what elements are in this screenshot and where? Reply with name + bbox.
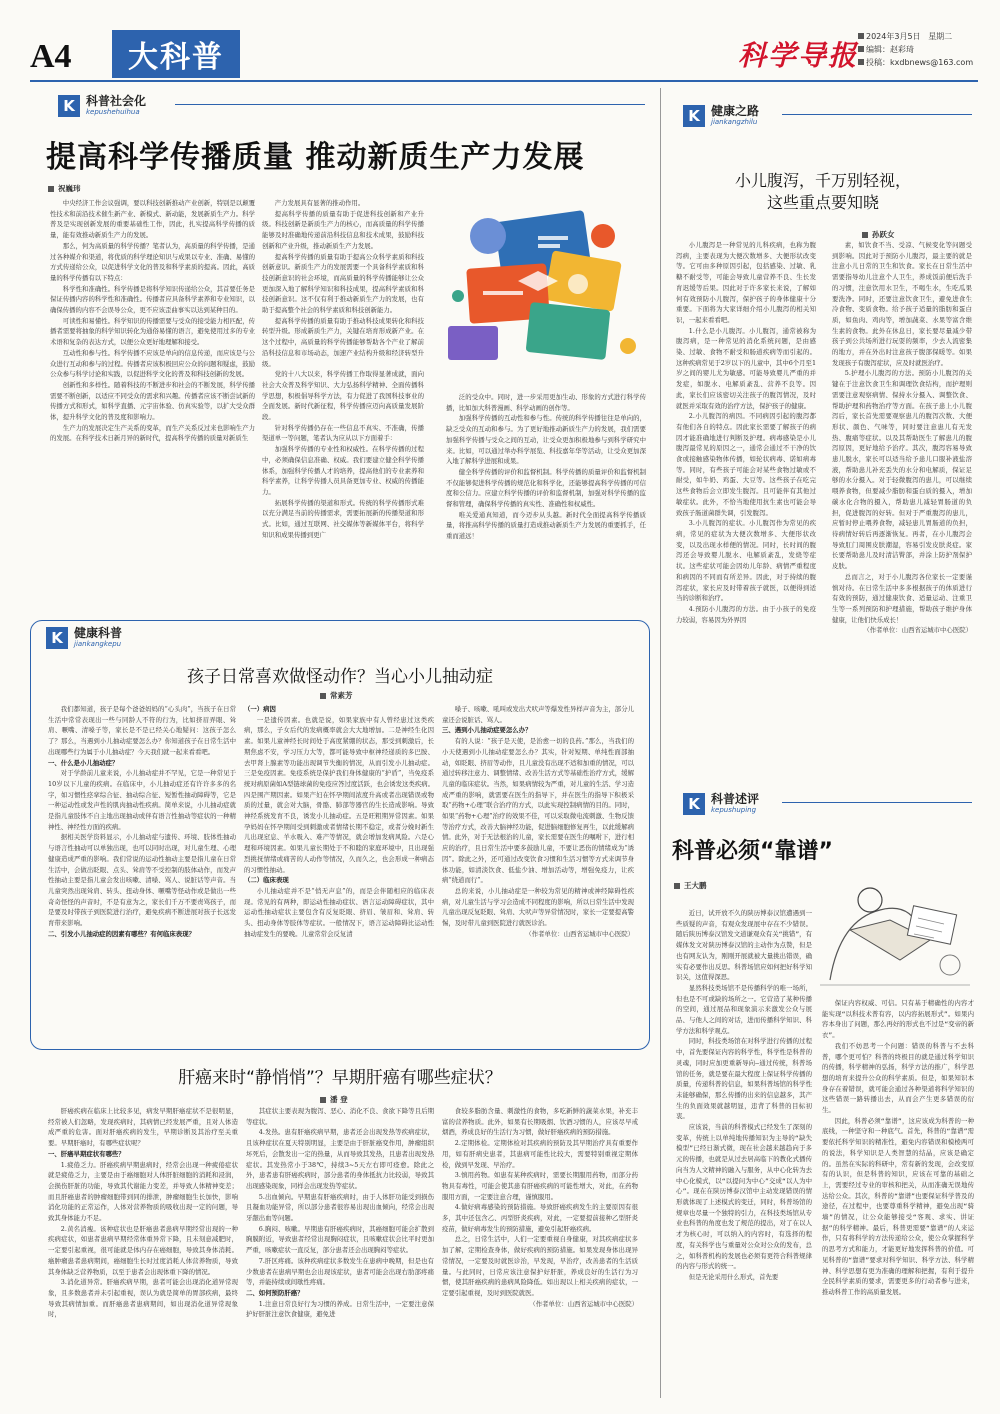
kepu-section-pinyin: kepushuping	[711, 806, 757, 814]
paragraph: 提高科学传播的质量有助于推动科技成果转化和科技转型升级。形成新质生产力，关键在培育形成新产业。在这个过程中，高质量的科学传播能够帮助各个产业了解前沿科技信息和市场动态，加速产业结构升级和经济转型升级。	[262, 316, 424, 368]
paragraph: 4.做好病毒感染的预防措施。导致肝癌疾病发生的主要原因有很多，其中还包含乙、丙型肝炎疾病，对此，一定要提前接种乙型肝炎疫苗，做好病毒发生的预防措施，避免引起肝癌疾病。	[442, 1203, 638, 1233]
health-section-header	[683, 104, 759, 127]
section-banner-text: 大科普	[128, 40, 224, 75]
paragraph: 3.慎用药物。如患有某种疾病时，需要长期服用药物，而部分药物具有毒性，可能会使其患有肝癌疾病的可能性增大，对此，在药物服用方面，一定要注意合理，谨慎服用。	[442, 1171, 638, 1201]
reading-illustration	[810, 870, 978, 990]
health-col1	[676, 240, 816, 625]
science-illustration	[428, 196, 648, 384]
paragraph: 提高科学传播的质量有助于促进科技创新和产业升级。科技创新是新质生产力的核心，而高质量的科学传播能够及时准确地传递前沿科技信息和技术成果，鼓励科技创新和产业升级，推动新质生产力发展。	[262, 209, 424, 250]
kepu-author: 王大鹏	[684, 881, 707, 890]
paragraph: 我们不妨思考一个问题：错误的科普与不去科普，哪个更可怕？科普的终极目的就是通过科学知识的传播，科学精神的弘扬，科学方法的推广，科学思想的培育来提升公众的科学素质。但是，如果知识本身存在着错误，就可能会通过各种渠道将科学知识的这些错误一路转播出去，从而会产生更多错误的衍生。	[822, 1041, 974, 1115]
k-logo-icon: K	[58, 95, 80, 117]
liver-col2	[246, 1106, 434, 1320]
main-author: 祝巍玮	[58, 184, 81, 193]
kid-col2	[244, 704, 434, 939]
paragraph: 1.注意日常良好行为习惯的养成。日常生活中，一定要注意保护好肝脏注意饮食健康，避免进	[246, 1299, 434, 1319]
paragraph: 3.消化道异常。肝癌疾病早期，患者可能会出现消化道异常现象，且多数患者并未引起重视，误认为就是简单的胃部疾病，最终导致其病情加重。而肝癌患者患病期间，如出现消化道异常现象时，	[48, 1278, 238, 1319]
paragraph: 那么，何为高质量的科学传播？笔者认为，高质量的科学传播，是通过各种媒介和渠道，将优质的科学理论知识与成果以专业、准确、易懂的方式传递给公众，以促进科学文化的普及和科学素质的提高。因此，高质量的科学传播有以下特点：	[50, 241, 255, 282]
paragraph: 保证内容权威、可信。只有基于精确性的内容才能实现“以科技术普有容，以内容拓展形式”。如果内容本身出了问题，那么再好的形式也不过是“变帝的新衣”。	[822, 999, 974, 1040]
paragraph: 4.预防小儿腹泻的方法。由于小孩子的免疫力较弱，容易因为外界因	[676, 604, 816, 624]
k-logo-icon: K	[683, 105, 705, 127]
issue-weekday: 星期二	[928, 32, 953, 41]
paragraph: 1.什么是小儿腹泻。小儿腹泻，通常被称为腹泻病，是一种常见的消化系统问题，是由感染、过敏、食物不耐受和肠道疾病等而引起的。这种疾病常见于2岁以下的儿童中，其中6个月至1岁之间的婴儿尤为敏感。可能导致婴儿严重的并发症，如脱水、电解质紊乱、营养不良等。因此，家长们应该密切关注孩子的腹泻情况，及时就医并采取有效的治疗方法，保护孩子的健康。	[676, 326, 817, 410]
kid-section-pinyin: jiankangkepu	[74, 640, 122, 648]
paragraph: 5.护理小儿腹泻的方法。预防小儿腹泻的关键在于注意饮食卫生和调理饮食结构，而护理则需要注意观察病情、保持水分摄入、调整饮食、帮助护理和药物治疗等方面。在孩子患上小儿腹泻后，家长首先需要观察患儿的腹泻次数、大便形状、颜色、气味等，同时要注意患儿有无发热、腹痛等症状。以及其帮助医生了解患儿的腹泻原因，更好地给予治疗。其次，腹泻容易导致患儿脱水，家长可以适当给予患儿口服补液盐溶液，帮助患儿补充丢失的水分和电解质，保证足够的水分摄入。对于轻微腹泻的患儿，可以继续喂养食物，但要减少脂肪和蛋白质的摄入，增加碳水化合物的摄入，帮助患儿减轻胃肠道的负担，促进腹泻的好转。但对于严重腹泻的患儿，应暂时停止喂养食物，减轻患儿胃肠道的负担，待病情好转后再逐渐恢复。再者，在小儿腹泻会导致肛门周围皮肤潮湿，容易引发皮肤炎症。家长要帮助患儿及时清洁臀部，并涂上防护剂保护皮肤。	[832, 369, 972, 571]
main-col1	[50, 198, 255, 444]
paragraph: 科学性和准确性。科学传播是将科学知识传递给公众，其首要任务是保证传播内容的科学性和准确性。传播者应具备科学素养和专业知识，以确保传播的内容不会误导公众，更不应该歪曲事实以达到某种目的。	[50, 284, 255, 315]
paragraph: 素，如饮食不当、受凉、气候变化等问题受到影响。因此对于预防小儿腹泻，最主要的就是注意小儿日常的卫生和饮食。家长在日常生活中需要指导幼儿注意个人卫生，养成饭前便后洗手的习惯，注意饮用水卫生，不喝生水，生吃瓜果要洗净。同时，还要注意饮食卫生，避免进食生冷食物、变质食物。给予孩子适量的脂肪和蛋白质，如鱼肉、鸡肉等，增加蔬菜、水果等富含维生素的食物。此外在休息日，家长要尽量减少带孩子到公共场所进行玩耍的频率，少去人流密集的地方，并在外出时注意孩子腹部保暖等。如果发现孩子有腹泻症状，应及时就医治疗。	[832, 241, 972, 367]
kepu-col-main	[676, 908, 812, 1283]
author-affiliation: （作者单位：山西省运城市中心医院）	[525, 929, 634, 938]
editor: 编辑：赵彩琦	[866, 45, 914, 54]
paragraph: 2.小儿腹泻的病因。不同病因引起的腹泻都有他们各自的特点。因此家长需要了解孩子的病因才能准确地进行判断及护理。病毒感染是小儿腹泻最常见的原因之一，通常会通过不干净的饮食或接触感染物体传播，如轮状病毒、诺如病毒等。同时，有些孩子可能会对某些食物过敏或不耐受，如牛奶、鸡蛋、大豆等。这些孩子在吃完这些食物后会立即发生腹泻。且可能伴有其他过敏症状。此外，不恰当地使用抗生素也可能会导致孩子肠道菌群失调，引发腹泻。	[676, 412, 816, 517]
health-title	[668, 170, 978, 214]
paragraph: 针对科学传播仍存在一些信息不真实、不准确，传播渠道单一等问题，笔者认为应从以下方面着手：	[262, 423, 424, 443]
paragraph: 同时，科技类场馆在对科学进行传播的过程中，首先要保证内容的科学性，科学性是科普的灵魂，同时应加更重新导向—通过传统，科普场馆的任务，就是要在最大程度上保证科学传播的质量，传递科普的信息，如果科普场馆的科学性未能够确保，那么传播的出来的信息越多，其产生的负面效果就越明显，违背了科普的目标初衷。	[676, 1037, 812, 1121]
masthead-info	[858, 30, 978, 69]
masthead-rule	[30, 80, 978, 82]
paragraph: 2.黄名消瘦。该种症状也是肝癌患者患病早期经常出现的一种疾病症状，如患者患病早期经常体重异常下降，且未刻意减肥时，一定要引起重视，很可能就是体内存在癌细胞，导致其身体消耗。癌肿瘤患者患病期间，癌细胞生长时过度消耗人体营养物质，导致其身体缺乏营养物质，以至于患者会出现体重下降的情况。	[48, 1224, 238, 1276]
paragraph: 2.定期体检。定期体检对其疾病的预防及其早期治疗具有重要作用，如有肝病史患者，其患病可能性比较大，需要特别重视定期体检，做到早发现、早治疗。	[442, 1139, 638, 1169]
paragraph: 创新性和多样性。随着科技的不断进步和社会的不断发展，科学传播需要不断创新，以适应不同受众的需求和兴趣。传播者应该不断尝试新的传播方式和形式，如科学直播、元宇宙体验、仿真实验等，以扩大受众群体，提升科学文化的普及度和影响力。	[50, 380, 255, 422]
column-divider	[660, 88, 661, 1398]
paragraph: 食较多脂肪含量、刺激性的食物，多吃新鲜的蔬菜水果，补充丰富的营养物质。此外，如果有长期吸烟、饮酒习惯的人，应该尽早戒烟酒，养成良好的生活行为习惯，做好肝癌疾病的预防措施。	[442, 1107, 638, 1137]
k-logo-icon: K	[683, 793, 705, 815]
paragraph: 显然科技类场馆不是传播科学的唯一场所，但也是不可或缺的场所之一。它营造了某种传播的空间，通过展品和现象演示来激发公众与展品、与他人之间的对话，进而传播科学知识、科学方法和科学观点。	[676, 983, 812, 1035]
paragraph: 可读性和易懂性。科学知识的传播需要与受众的接受能力相匹配，传播者需要将抽象的科学知识转化为通俗易懂的语言，避免使用过多的专业术语和复杂的表达方式，以便公众更好地理解和接受。	[50, 316, 255, 347]
paragraph: 总之，日常生活中，人们一定要重视自身健康，对其疾病症状多加了解，定期检查身体，做好疾病的预防措施。如果发现身体出现异常情况，一定要及时就医诊治，早发现，早治疗，改善患者的生活质量。与此同时，日常应该注意保护好肝脏，养成良好的生活行为习惯，使其肝癌疾病的患病风险降低。如出现以上相关疾病的症状，一定要引起重视，及时到医院就医。	[442, 1235, 638, 1297]
paragraph: 7.肝区疼痛。该种疾病症状多数发生在患病中晚期，但是也有少数患者在患病早期也会出现该症状，患者可能会出现右肋部疼痛等，并能持续或间歇性疼痛。	[246, 1256, 434, 1287]
subheading: 二、引发小儿抽动症的因素有哪些？有何临床表现？	[48, 929, 195, 938]
main-title: 提高科学传播质量 推动新质生产力发展	[46, 140, 585, 175]
paragraph: 唯关爱通真知道，而今迈步从头越。新时代全面提高科学传播质量，将推高科学传播的质量打造成推动新质生产力发展的重要抓手，任重而道远！	[446, 510, 646, 541]
paragraph: 但是无论采用什么形式，首先要	[688, 1272, 779, 1281]
health-section-pinyin: jiankangzhilu	[711, 118, 758, 126]
paragraph: 有的人说：“孩子是天使，是治愈一切的良药。”那么，当我们的小天使遇到小儿抽动症要怎么办？其实，针对短期、单纯性面部抽动，如眨眼、挤眉等动作，且儿童没有出现不适和加重的情况，可以通过转移注意力、调整情绪、改善生活方式等基础性治疗方式，缓解儿童的临床症状。当然，如果病情较为严重，对儿童的生活、学习造成严重的影响，就需要在医生的指导下，并在医生的指导下积极采取“药物+心理”联合治疗的方式，以此实现控制病情的目的。同时，如果“药物+心理”治疗的效果不佳，可以采取微电流刺激、生物反馈等治疗方式，改善大脑神经功能，促进脑细胞修复再生，以此缓解病情。此外，对于无法根治的儿童，家长需要在医生的嘱咐下，进行相应的治疗，且日常生活中要多鼓励儿童，不要让恶伤的情绪成为“诱因”。除此之外，还可通过改变饮食习惯和生活习惯等方式来调节身体功能，如清淡饮食、低盐少油、增加活动等，增强免疫力，让疾病“绕道而行”。	[442, 737, 634, 885]
paragraph: 其症状主要表现为腹泻、恶心、消化不良、食欲下降等且后期等症状。	[246, 1107, 434, 1126]
author-affiliation: （作者单位：山西省运城市中心医院）	[863, 626, 972, 635]
kid-col1	[48, 704, 236, 939]
kid-section-header	[46, 626, 122, 649]
kepu-section-name: 科普述评	[711, 792, 760, 806]
liver-title: 肝癌来时“静悄悄”？早期肝癌有哪些症状？	[178, 1068, 502, 1088]
kid-byline	[320, 690, 353, 701]
liver-col1	[48, 1106, 238, 1320]
kepu-title: 科普必须“靠谱”	[672, 839, 833, 864]
paragraph: 拓展科学传播的渠道和形式。传统的科学传播形式难以充分满足当前的传播需求，需要拓展新的传播渠道和形式。比如，通过互联网、社交媒体等新媒体平台，将科学知识和成果传播到更广	[262, 498, 424, 539]
k-logo-icon: K	[46, 627, 68, 649]
paragraph: 对于学龄前儿童来说，小儿抽动症并不罕见，它是一种常见于10岁以下儿童的疾病。在临床中，小儿抽动症还有许许多多的名字，如习惯性痉挛综合征、抽动综合征、短暂性抽动障碍等，它是一种运动性或发声性的肌肉抽动性疾病。简单来说，小儿抽动症就是指儿童肢体不自主地出现抽动或伴有语言性抽动等症状的一种精神性、神经性方面的疾病。	[48, 769, 236, 831]
paragraph: 1.疲倦乏力。肝癌疾病早期患病时，经常会出现一种疲倦症状就是疲倦乏力，主要是由于癌细胞对人体肝脏细胞的消耗和浸润，会损伤肝脏的功能，导致其代谢能力变差，并导致人体精神变差；而且肝癌患者的肿瘤细胞带到同的排泄，肿瘤细胞生长加快，影响消化功能的正常运作，人体对营养物质的吸收出现一定的问题，导致其身体能力不足。	[48, 1160, 238, 1223]
paragraph: 生产力的发展决定生产关系的变革，而生产关系反过来也影响生产力的发展。在科学技术日新月异的新时代，提高科学传播的质量对新质生	[50, 423, 255, 443]
paragraph: 因此，科普必须“靠谱”，这应该成为科普的一种底线，一种坚守和一种底气。首先，科普的“靠谱”需要依托科学知识的精准性，避免内容错误和模棱两可的说法，科学知识是人类智慧的结晶，应该是确定的。虽然在实际的科研中，常有新的发现，会改变原有的认识，但是科普的知识，应该在可靠的基础之上，需要经过专业的审核和把关，从而准确无误地传达给公众。其次，科普的“靠谱”也要保证科学普及的途径，在过程中，也要尊重科学精神，避免出现“骑墙”的情况，让公众能够接受“客观、求实、讲证据”的科学精神。最后，科普更需要“靠谱”的人来运作，只有将科学的方法传递给公众，使公众掌握科学的思考方式和能力，才能更好地发挥科普的价值。可见科普的“靠谱”要求对科学知识、科学方法、科学精神、科学思想有更为准确的理解和把握，有利于提升全民科学素质的要求，需要更多的行动者参与进来，推动科普工作的高质量发展。	[822, 1116, 974, 1296]
paragraph: 应该说，当前的科普模式已经发生了深刻的变革，传统上以单纯地传播知识为主导的“缺失模型”已经日渐式微，现在社会越来越趋向于多元的传播，也就是从过去居高临下的教化式播传向当为人文精神的融入与服务，从中心化转为去中心化模式，以“以提问为中心”交成“以人为中心”。现在在陕历博泰汉馆中主动发现错误的情形就体现了上述模式的变迁，同时，科普场馆的规章也尽量一个独特的引力，在科技类场馆从专业也科普的角度也发了规范的提出，对了在以人才为核心时，可以纳入的内容时，有选择的程度，有关科学也与重量对公众对公众的发布，总之，如科普机构的发展也必须有更符合科普规律的内容与形式的统一。	[676, 1123, 812, 1271]
author-affiliation: （作者单位：山西省运城市中心医院）	[529, 1299, 638, 1308]
paragraph: 中央经济工作会议强调，要以科技创新推动产业创新，特别是以颠覆性技术和前沿技术催生新产业、新模式、新动能，发展新质生产力。科学普及是实现创新发展的重要基础性工作，因此，扎实提高科学传播的质量，能有效推动新质生产力的发展。	[50, 199, 255, 240]
kepu-section-rule	[782, 802, 972, 803]
paragraph: 肝癌疾病在临床上比较多见，病发早期肝癌症状不是很明显，经常被人们忽略，发现疾病时，其病情已经发展严重，且对人体造成严重的危害。面对肝癌疾病的发生，早期诊断及其治疗至关重要。早期肝癌时，有哪些症状呢？	[48, 1107, 238, 1148]
kid-author: 常素芳	[330, 691, 353, 700]
paragraph: 泛的受众中。同时，进一步采用更加生动、形象的方式进行科学传播，比如加大科普漫画、科学动画的创作等。	[446, 393, 646, 412]
subheading: 三、遇到小儿抽动症要怎么办？	[442, 726, 532, 735]
liver-author: 潘 登	[330, 1095, 348, 1104]
subheading: （一）病因	[244, 705, 276, 713]
main-section-name: 科普社会化	[86, 94, 147, 108]
paragraph: 提高科学传播的质量有助于提高公众科学素质和科技创新意识。新质生产力的发展需要一个具备科学素质和科技创新意识的社会环境，而高质量的科学传播能够让公众更加深入地了解科学知识和科技成果，提高科学素质和科技创新意识。这不仅有利于推动新质生产力的发展，也有助于提高整个社会的科学素质和科技创新能力。	[262, 252, 424, 315]
kepu-section-header	[683, 792, 759, 815]
subheading: 一、肝癌早期症状有哪些？	[48, 1149, 125, 1158]
main-byline	[48, 183, 81, 194]
main-section-rule	[175, 104, 645, 105]
paragraph: 近日，试开放不久的陕历博泰汉馆遭遇到一些质疑的声音，有观众发现展中存在不少错误。随后陕历博泰汉馆发文道谦观众有关“挑错”，有媒体发文对陕历博泰汉馆的主动作为点赞，但是也有网友认为，刚刚开展就被大量挑出错误，确实有必要作出反思。科普场馆应如何把好科学知识关，这值得深思。	[676, 909, 812, 982]
main-section-header	[58, 94, 146, 117]
paragraph: 嗓子、咳嗽、吼叫或发出犬吠声等爆发性异样声音为主，部分儿童还会说脏话、骂人。	[442, 705, 634, 724]
kepu-byline	[674, 880, 707, 891]
paragraph: 加强科学传播的互动性和参与性。传统的科学传播往往是单向的，缺乏受众的互动和参与。为了更好地推动新质生产力的发展，我们需要加强科学传播与受众之间的互动，让受众更加积极地参与到科学研究中来。比如，可以通过举办科学展览、科技嘉年华等活动，让受众更加深入地了解科学进展和成果。	[446, 414, 646, 466]
paragraph: 党的十八大以来，科学传播工作取得显著成就，面向社会大众普及科学知识、大力弘扬科学精神、全面传播科学思想，积极倡导科学方法，有力促进了我国科技事业的全面发展。新时代新征程，科学传播应迈向高质量发展阶段。	[262, 370, 424, 422]
subheading: 一、什么是小儿抽动症？	[48, 758, 119, 767]
paragraph: 总而言之，对于小儿腹泻各位家长一定要谨慎对待。在日常生活中多多根据孩子的体质进行有效的预防，通过健康饮食、适量运动、注重卫生等一系列预防和护理措施，帮助孩子维护身体健康，让他们快乐成长！	[832, 572, 972, 624]
health-section-name: 健康之路	[711, 104, 760, 118]
paragraph: 一是遗传因素。也就是说，如果家族中有人曾经患过这类疾病，那么，子女后代的发病概率就会大大地增加。二是神经生化因素。如果儿童神经长时间处于高度紧绷的状态，那受到刺激后，长期焦虑不安，学习压力大等，都可能导致中枢神经递质的多巴胺、去甲肾上腺素等功能出现调节失衡的情况，从而引发小儿抽动症。三是免疫因素。免疫系统是保护我们身体健康的“护盾”，当免疫系统对病原菌如A型链球菌的免疫应答过度活跃，也会诱发这类疾病。四是围产期因素。如果产妇在怀孕期间浓度升高或者出现错误或物质的过量，就会对大脑，骨骼、肺部等器官的生长造成影响。导致神经系统发育不良，诱发小儿抽动症。五是旺粗期异常因素。如果孕妈妈在怀孕期间受到刺激或者情绪长期不稳定，或者分娩时新生儿出现窒息、羊水吸入、难产等情况，就会增加发病风险。六是心理和环境因素。如果儿童长期处于不和睦的家庭环境中，且出现强烈挑抚情绪或痛苦的人动作等情况，久而久之，也会形成一种病态的习惯性抽动。	[244, 715, 434, 874]
page-number: A4	[30, 38, 72, 75]
paragraph: 健全科学传播的评价和监督机制。科学传播的质量评价和监督机制不仅能够促进科学传播的规范化和科学化，还能够提高科学传播的可信度和公信力。应建立科学传播的评价和监督机制，加强对科学传播的监督和管理，确保科学传播的真实性、准确性和权威性。	[446, 467, 646, 509]
paragraph: 6.胸闷、咳嗽。早期患有肝癌疾病时，其癌细胞可能会扩散到胸膜附近，导致患者经常出现胸闷症状，且咳嗽症状会比平时更加严重，咳嗽症状一直反复，部分患者还会出现胸闷等症状。	[246, 1224, 434, 1255]
paragraph: 加强科学传播的专业性和权威性。在科学传播的过程中，必须确保信息准确、权威。我们要建立健全科学传播体系，加强科学传播人才的培养，提高他们的专业素养和科学素养，让科学传播人员具备更加专业、权威的传播能力。	[262, 445, 424, 496]
liver-col3	[442, 1106, 638, 1309]
subheading: 二、如何预防肝癌？	[246, 1288, 304, 1297]
section-banner	[112, 30, 240, 78]
contact-email[interactable]: 投稿：kxdbnews@163.com	[866, 58, 974, 67]
health-title-line: 这些重点要知晓	[766, 193, 879, 212]
subheading: （二）临床表现	[244, 876, 289, 885]
paragraph: 小儿腹泻是一种常见的儿科疾病，也称为腹泻病，主要表现为大便次数增多、大便形状改变等。它可由多种原因引起，包括感染、过敏、乳糖不耐受等，可能会导致儿童营养不良、生长发育迟缓等后果。因此对于许多家长来说，了解如何有效预防小儿腹泻，保护孩子的身体健康十分重要。下面将为大家详细介绍小儿腹泻的相关知识，一起来看看吧。	[676, 241, 816, 324]
paragraph: 互动性和参与性。科学传播不应该是单向的信息传递，而应该是与公众进行互动和参与的过程。传播者应该积极回应公众的问题和疑虑，鼓励公众参与科学讨论和实践，以促进科学文化的普及和科技创新的发展。	[50, 348, 255, 379]
health-title-line: 小儿腹泻，千万别轻视，	[734, 171, 911, 190]
paragraph: 我们都知道，孩子是每个爸爸妈妈的“心头肉”，当孩子在日常生活中常常表现出一些与同龄人不符的行为，比如挤眉弄眼、耸肩、噘嘴、清嗓子等，家长是不是已经关心地疑问：这孩子怎么了？那么，当遇到小儿抽动症要怎么办？你知道孩子在日常生活中出现哪些行为属于小儿抽动症？今天我们就一起来看看吧。	[48, 705, 236, 756]
kid-section-name: 健康科普	[74, 626, 123, 640]
health-author: 孙跃女	[872, 230, 895, 239]
paragraph: 总的来说，小儿抽动症是一种较为常见的精神或神经障碍性疾病，对儿童生活与学习会造成不同程度的影响，所以日常生活中发现儿童出现反复眨眼、耸肩、大吠声等异常情况时，家长一定要提高警惕，及时带儿童到医院进行就医诊治。	[442, 886, 634, 928]
paragraph: 产力发展具有显著的推动作用。	[274, 199, 365, 207]
issue-date: 2024年3月5日	[866, 32, 921, 41]
main-section-pinyin: kepushehuihua	[86, 108, 140, 116]
paragraph: 4.发热。患有肝癌疾病早期，患者还会出现发热等疾病症状，且该种症状在夏天特别明显，主要是由于肝脏癌变作用，肿瘤组织坏死后，会散发出一定的热量，从而导致其发热，且患者出现发热症状。其发热常小于38℃，持续3~5天左右即可痊愈。除此之外，患者患有肝癌疾病时，部分患者的身体抵抗力比较弱，导致其出现感染现象，同样会出现发热等症状。	[246, 1128, 434, 1190]
main-col3	[446, 392, 646, 542]
brand-logo: 科学导报	[738, 39, 859, 72]
paragraph: 5.出血倾向。早期患有肝癌疾病时，由于人体肝功能受到损伤且凝血功能异常，所以部分患者很容易出现出血倾向，经常会出现牙龈出血等问题。	[246, 1192, 434, 1223]
kepu-col-right	[822, 998, 974, 1298]
kid-title: 孩子日常喜欢做怪动作？当心小儿抽动症	[187, 667, 493, 687]
kid-col3	[442, 704, 634, 939]
health-col2	[832, 240, 972, 636]
paragraph: 据相关医学资料显示，小儿抽动症与遗传、环境、肢体性抽动与语言性抽动可以单独出现，也可以同时出现，对儿童生理、心理健康造成严重的影响。我们常说的运动性抽动主要是指儿童在日常生活中，会做出眨眼、点头、耸肩等不受控制的肢体动作，而发声性抽动主要是指儿童会发出咳嗽、清嗓、骂人、说脏话等声音。当儿童突然出现耸肩、转头、扭动身体、噘嘴等怪动作或是做出一些奇奇怪怪的声音时，不是有意为之，家长们千万不要责骂孩子，而是要及时带孩子到医院进行治疗，避免疾病不断进展对孩子长远发育带来影响。	[48, 833, 236, 928]
health-byline	[862, 229, 895, 240]
health-section-rule	[782, 114, 972, 115]
paragraph: 3.小儿腹泻的症状。小儿腹泻作为常见的疾病，常见的症状为大便次数增多、大便形状改变，以及出现水样便的情况。同时，长时间的腹泻还会导致婴儿脱水、电解质紊乱，发烧等症状。这些症状可能会因幼儿年龄、病情严重程度和病因的不同而有所差异。因此，对于持续的腹泻症状，家长应及时带着孩子就医，以便得到适当的诊断和治疗。	[676, 519, 816, 603]
paragraph: 小儿抽动症并不是“悄无声息”的，而是会伴随相应的临床表现。常见的有两种，即运动性抽动症状、语言运动障碍症状，其中运动性抽动症状主要包含有反复眨眼、挤眉、皱眉和、耸肩、转头、扭动身体等肢体等症状。一般情况下，语言运动障碍比运动性抽动症发生的要晚。儿童常常会反复清	[244, 886, 434, 938]
liver-byline	[320, 1094, 348, 1105]
main-col2	[262, 198, 424, 541]
